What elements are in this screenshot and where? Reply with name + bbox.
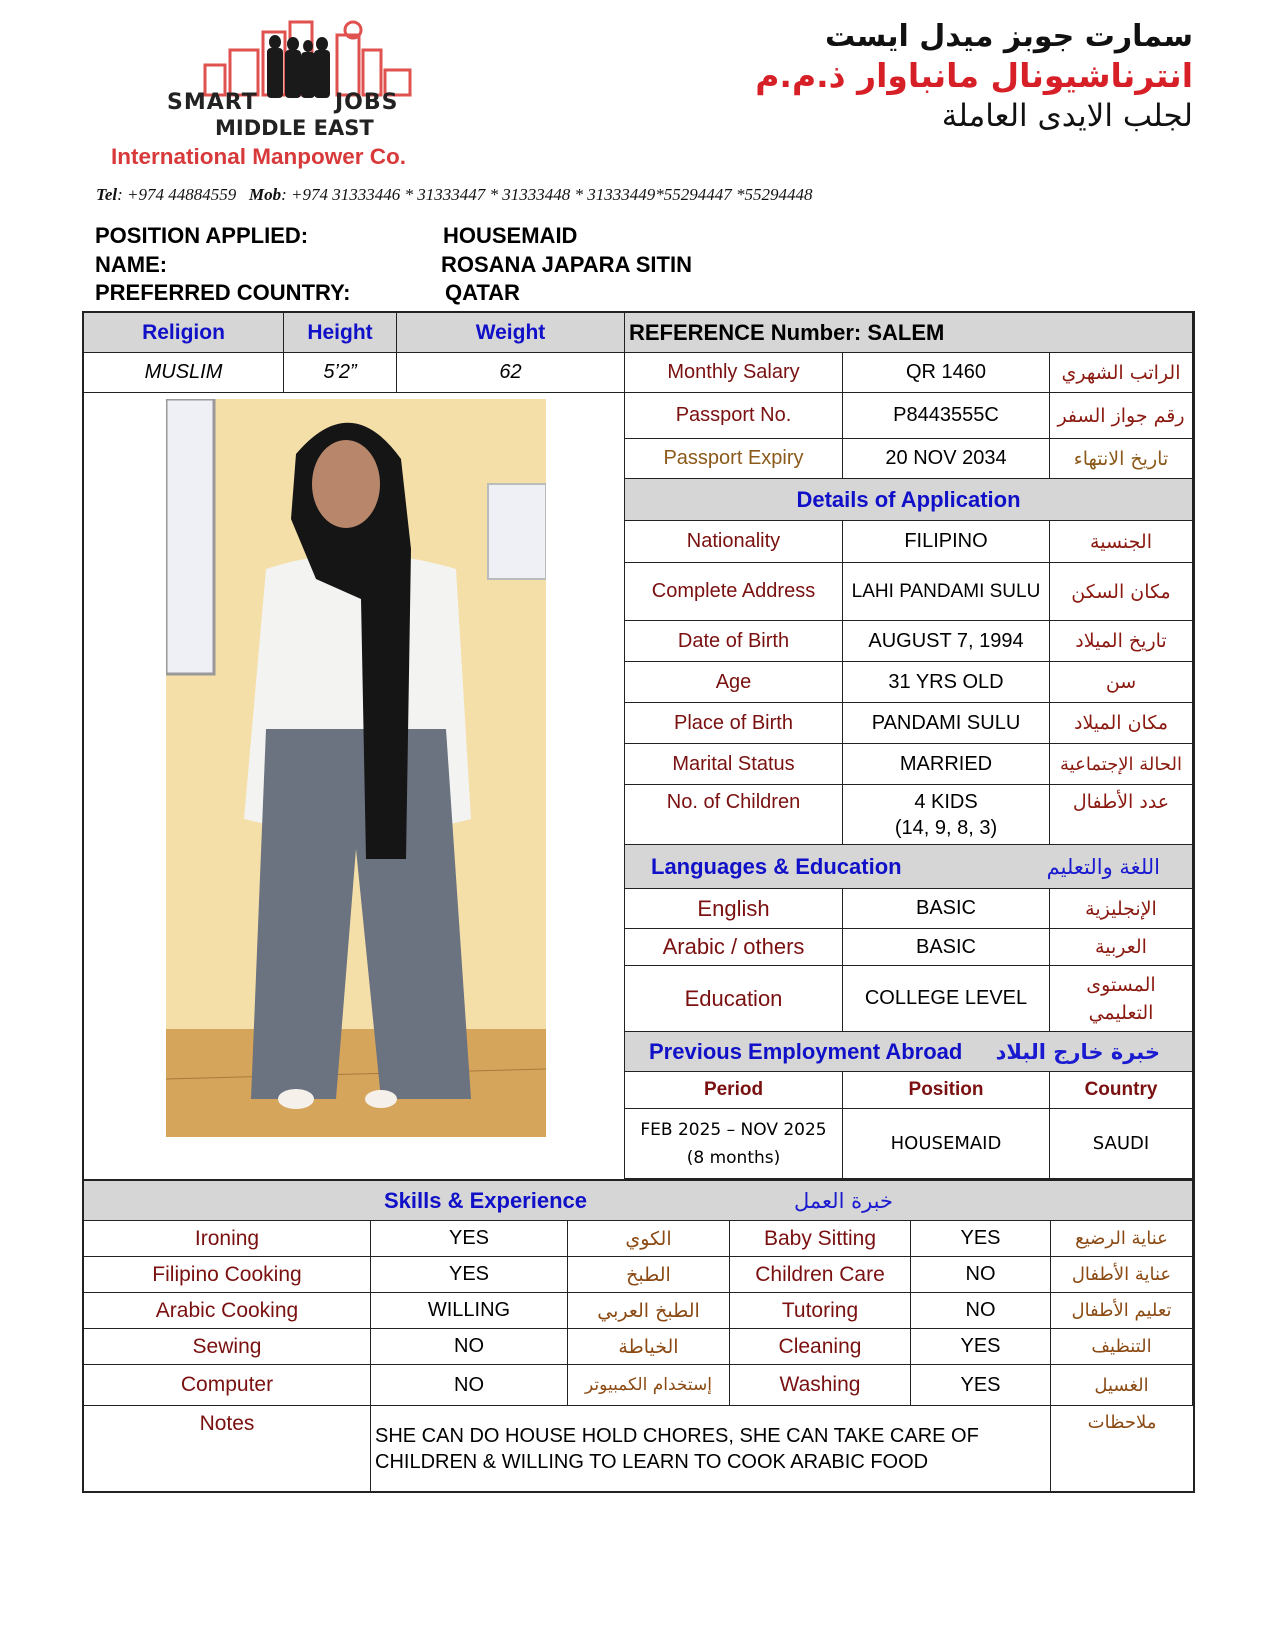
nationality-arabic: الجنسية	[1050, 521, 1193, 563]
skill-computer-arabic: إستخدام الكمبيوتر	[568, 1365, 730, 1406]
mob-label: Mob	[248, 185, 282, 204]
country-label: PREFERRED COUNTRY:	[95, 280, 351, 305]
skill-tutoring-value: NO	[911, 1293, 1051, 1329]
weight-value: 62	[397, 353, 625, 393]
dob-label: Date of Birth	[625, 621, 843, 662]
logo-subtitle: International Manpower Co.	[111, 144, 407, 169]
arabic-company-title	[755, 18, 1193, 136]
religion-value: MUSLIM	[84, 353, 284, 393]
country-row	[95, 280, 520, 306]
skill-sewing-value: NO	[371, 1329, 568, 1365]
skill-sewing-label: Sewing	[84, 1329, 371, 1365]
details-section-title: Details of Application	[625, 479, 1193, 521]
skyline-icon	[105, 20, 485, 100]
skill-arabic-cooking-value: WILLING	[371, 1293, 568, 1329]
position-row	[95, 223, 578, 249]
skill-washing-arabic: الغسيل	[1051, 1365, 1193, 1406]
skills-title: Skills & Experience	[384, 1187, 587, 1213]
pob-value: PANDAMI SULU	[843, 703, 1050, 744]
skill-arabic-cooking-label: Arabic Cooking	[84, 1293, 371, 1329]
contact-line	[96, 185, 813, 205]
pob-arabic: مكان الميلاد	[1050, 703, 1193, 744]
salary-label: Monthly Salary	[625, 353, 843, 393]
skill-filipino-cooking-value: YES	[371, 1257, 568, 1293]
address-value: LAHI PANDAMI SULU	[843, 563, 1050, 621]
address-label: Complete Address	[625, 563, 843, 621]
religion-header: Religion	[84, 313, 284, 353]
skill-sewing-arabic: الخياطة	[568, 1329, 730, 1365]
skills-title-arabic: خبرة العمل	[794, 1188, 893, 1213]
employment-position-header: Position	[843, 1072, 1050, 1109]
education-value: COLLEGE LEVEL	[843, 966, 1050, 1032]
education-arabic-line2: التعليمي	[1088, 1001, 1154, 1024]
skill-cleaning-value: YES	[911, 1329, 1051, 1365]
skill-filipino-cooking-arabic: الطبخ	[568, 1257, 730, 1293]
skills-section-title	[84, 1179, 1193, 1221]
nationality-value: FILIPINO	[843, 521, 1050, 563]
marital-status-label: Marital Status	[625, 744, 843, 785]
arabic-title-line2: انترناشيونال مانباوار ذ.م.م	[755, 56, 1193, 95]
dob-arabic: تاريخ الميلاد	[1050, 621, 1193, 662]
arabic-title-line3: لجلب الايدى العاملة	[941, 98, 1193, 134]
employment-section-title	[625, 1032, 1193, 1072]
arabic-lang-label: Arabic / others	[625, 929, 843, 966]
english-label: English	[625, 889, 843, 929]
passport-label: Passport No.	[625, 393, 843, 439]
arabic-lang-value: BASIC	[843, 929, 1050, 966]
country-value: QATAR	[445, 280, 520, 305]
salary-value: QR 1460	[843, 353, 1050, 393]
arabic-lang-arabic: العربية	[1050, 929, 1193, 966]
passport-value: P8443555C	[843, 393, 1050, 439]
notes-label: Notes	[84, 1406, 371, 1491]
marital-status-arabic: الحالة الإجتماعية	[1050, 744, 1193, 785]
skill-children-care-value: NO	[911, 1257, 1051, 1293]
reference-number: REFERENCE Number: SALEM	[625, 313, 1193, 353]
skill-cleaning-label: Cleaning	[730, 1329, 911, 1365]
skill-computer-label: Computer	[84, 1365, 371, 1406]
dob-value: AUGUST 7, 1994	[843, 621, 1050, 662]
address-arabic: مكان السكن	[1050, 563, 1193, 621]
passport-expiry-arabic: تاريخ الانتهاء	[1050, 439, 1193, 479]
children-ages: (14, 9, 8, 3)	[894, 816, 998, 839]
skill-baby-sitting-label: Baby Sitting	[730, 1221, 911, 1257]
logo-smart: SMART	[167, 90, 258, 115]
education-label: Education	[625, 966, 843, 1032]
arabic-title-line1: سمارت جوبز ميدل ايست	[825, 19, 1193, 54]
skill-washing-value: YES	[911, 1365, 1051, 1406]
skill-filipino-cooking-label: Filipino Cooking	[84, 1257, 371, 1293]
employment-country: SAUDI	[1050, 1109, 1193, 1179]
languages-title-arabic: اللغة والتعليم	[1046, 854, 1160, 879]
skill-computer-value: NO	[371, 1365, 568, 1406]
logo-middle-east: MIDDLE EAST	[215, 116, 374, 140]
employment-period-range: FEB 2025 – NOV 2025	[640, 1119, 827, 1140]
weight-header: Weight	[397, 313, 625, 353]
employment-title: Previous Employment Abroad	[649, 1038, 963, 1064]
languages-title: Languages & Education	[651, 853, 902, 879]
pob-label: Place of Birth	[625, 703, 843, 744]
passport-expiry-value: 20 NOV 2034	[843, 439, 1050, 479]
employment-title-arabic: خبرة خارج البلاد	[995, 1039, 1160, 1064]
skill-baby-sitting-arabic: عناية الرضيع	[1051, 1221, 1193, 1257]
passport-arabic: رقم جواز السفر	[1050, 393, 1193, 439]
name-row	[95, 252, 692, 278]
name-value: ROSANA JAPARA SITIN	[441, 252, 692, 277]
skill-washing-label: Washing	[730, 1365, 911, 1406]
name-label: NAME:	[95, 252, 168, 277]
nationality-label: Nationality	[625, 521, 843, 563]
education-arabic	[1050, 966, 1193, 1032]
skill-tutoring-arabic: تعليم الأطفال	[1051, 1293, 1193, 1329]
skill-children-care-label: Children Care	[730, 1257, 911, 1293]
notes-text	[371, 1406, 1051, 1491]
notes-line2: CHILDREN & WILLING TO LEARN TO COOK ARABIC FOOD	[375, 1450, 929, 1473]
skill-baby-sitting-value: YES	[911, 1221, 1051, 1257]
employment-position: HOUSEMAID	[843, 1109, 1050, 1179]
skill-children-care-arabic: عناية الأطفال	[1051, 1257, 1193, 1293]
age-arabic: سن	[1050, 662, 1193, 703]
height-header: Height	[284, 313, 397, 353]
applicant-photo	[166, 399, 546, 1137]
notes-line1: SHE CAN DO HOUSE HOLD CHORES, SHE CAN TAKE CARE OF	[375, 1424, 979, 1447]
height-value: 5’2”	[284, 353, 397, 393]
company-logo	[105, 20, 485, 170]
salary-arabic: الراتب الشهري	[1050, 353, 1193, 393]
employment-period-duration: (8 months)	[686, 1147, 781, 1168]
skill-ironing-value: YES	[371, 1221, 568, 1257]
passport-expiry-label: Passport Expiry	[625, 439, 843, 479]
children-value	[843, 785, 1050, 845]
skill-ironing-arabic: الكوي	[568, 1221, 730, 1257]
children-arabic: عدد الأطفال	[1050, 785, 1193, 845]
employment-country-header: Country	[1050, 1072, 1193, 1109]
position-value: HOUSEMAID	[443, 223, 578, 248]
skill-tutoring-label: Tutoring	[730, 1293, 911, 1329]
tel-number: : +974 44884559	[117, 185, 237, 204]
marital-status-value: MARRIED	[843, 744, 1050, 785]
tel-label: Tel	[96, 185, 118, 204]
english-value: BASIC	[843, 889, 1050, 929]
logo-jobs: JOBS	[335, 90, 399, 115]
position-label: POSITION APPLIED:	[95, 223, 309, 248]
notes-arabic: ملاحظات	[1087, 1412, 1157, 1433]
skill-ironing-label: Ironing	[84, 1221, 371, 1257]
english-arabic: الإنجليزية	[1050, 889, 1193, 929]
children-count: 4 KIDS	[914, 790, 978, 813]
children-label: No. of Children	[625, 785, 843, 845]
age-label: Age	[625, 662, 843, 703]
languages-section-title	[625, 845, 1193, 889]
skill-cleaning-arabic: التنظيف	[1051, 1329, 1193, 1365]
education-arabic-line1: المستوى	[1086, 973, 1156, 996]
skill-arabic-cooking-arabic: الطبخ العربي	[568, 1293, 730, 1329]
mob-numbers: : +974 31333446 * 31333447 * 31333448 * 31333449*55294447 *55294448	[281, 185, 813, 204]
employment-period-header: Period	[625, 1072, 843, 1109]
age-value: 31 YRS OLD	[843, 662, 1050, 703]
employment-period	[625, 1109, 843, 1179]
